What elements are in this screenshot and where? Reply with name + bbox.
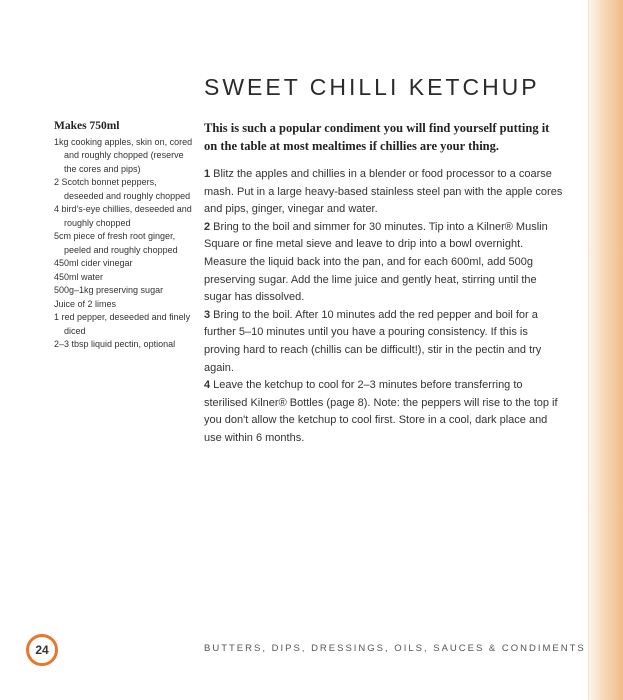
method-step [204,166,564,219]
ingredient-item: 450ml cider vinegar [54,258,133,268]
step-text: Leave the ketchup to cool for 2–3 minutes before transferring to sterilised Kilner® Bottles (page 8). Note: the peppers will rise to the top if you don't allow the ketchup to cool first. Store in a cool, dark place and use within 6 months. [204,379,558,444]
ingredient-item: 5cm piece of fresh root ginger, peeled and roughly chopped [54,231,178,255]
step-text: Bring to the boil. After 10 minutes add the red pepper and boil for a further 5–10 minutes until you have a pouring consistency. If this is proving hard to reach (chillis can be difficult!), stir in the pectin and try again. [204,308,542,374]
ingredient-item: 500g–1kg preserving sugar [54,285,164,295]
ingredient-item: 4 bird's-eye chillies, deseeded and roughly chopped [54,204,192,228]
step-number: 2 [204,220,211,233]
method-steps [204,166,564,448]
step-number: 4 [204,379,211,392]
step-number: 3 [204,308,211,321]
step-text: Bring to the boil and simmer for 30 minutes. Tip into a Kilner® Muslin Square or fine metal sieve and leave to drip into a bowl overnight. Measure the liquid back into the pan, and for each 600ml, add 500g preserving sugar. Add the lime juice and gently heat, stirring until the sugar has dissolved. [204,220,548,304]
method-step [204,307,564,377]
page-number: 24 [35,643,49,657]
ingredient-item: 2–3 tbsp liquid pectin, optional [54,339,176,349]
page-edge [589,0,623,700]
method-step [204,377,564,447]
ingredient-item: 1kg cooking apples, skin on, cored and roughly chopped (reserve the cores and pips) [54,136,193,174]
step-text: Blitz the apples and chillies in a blender or food processor to a coarse mash. Put in a large heavy-based stainless steel pan with the apple cores and pips, ginger, vinegar and water. [204,168,563,216]
ingredients-yield: Makes 750ml [54,120,120,132]
ingredients-list [54,120,194,352]
ingredient-item: 2 Scotch bonnet peppers, deseeded and roughly chopped [54,177,191,201]
method-step [204,219,564,307]
page-number-badge [26,634,58,666]
ingredient-item: 1 red pepper, deseeded and finely diced [54,312,191,336]
recipe-intro: This is such a popular condiment you will find yourself putting it on the table at most mealtimes if chillies are your thing. [204,121,550,153]
ingredient-item: Juice of 2 limes [54,298,117,309]
recipe-title: SWEET CHILLI KETCHUP [204,74,540,100]
step-number: 1 [204,168,211,180]
section-footer: BUTTERS, DIPS, DRESSINGS, OILS, SAUCES & CONDIMENTS [204,643,586,654]
ingredient-item: 450ml water [54,271,104,282]
